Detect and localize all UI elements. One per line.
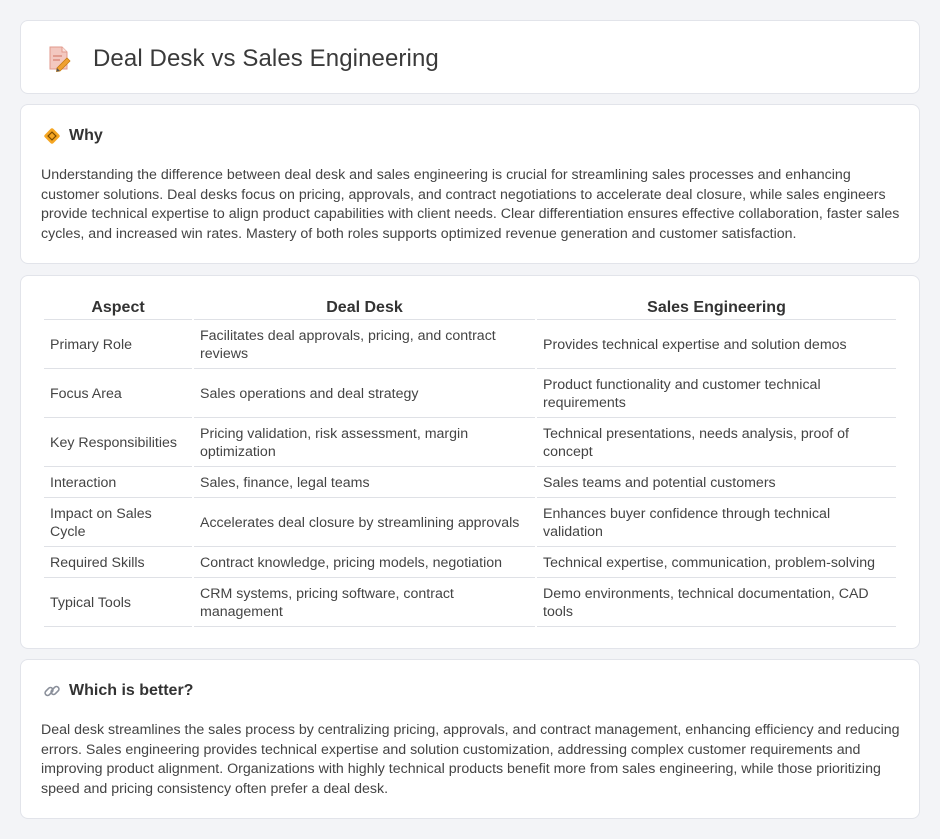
comparison-table (42, 296, 898, 629)
page-title: Deal Desk vs Sales Engineering (93, 45, 439, 72)
title-row (47, 45, 439, 73)
column-header-deal-desk: Deal Desk (194, 298, 535, 320)
diamond-sign-icon (43, 127, 61, 145)
deal-desk-cell: Sales operations and deal strategy (194, 371, 535, 418)
deal-desk-cell: Accelerates deal closure by streamlining approvals (194, 500, 535, 547)
table-row (44, 322, 896, 369)
better-header (43, 682, 193, 700)
table-row (44, 500, 896, 547)
column-header-sales-engineering: Sales Engineering (537, 298, 896, 320)
sales-engineering-cell: Demo environments, technical documentation, CAD tools (537, 580, 896, 627)
column-header-aspect: Aspect (44, 298, 192, 320)
aspect-cell: Focus Area (44, 371, 192, 418)
aspect-cell: Primary Role (44, 322, 192, 369)
why-text: Understanding the difference between deal desk and sales engineering is crucial for streamlining sales processes and enhancing customer solutions. Deal desks focus on pricing, approvals, and contract negotiations to accelerate deal closure, while sales engineers provide technical expertise to align product capabilities with client needs. Clear differentiation ensures effective collaboration, faster sales cycles, and increased win rates. Mastery of both roles supports optimized revenue generation and customer satisfaction. (41, 167, 900, 242)
table-row (44, 549, 896, 578)
table-row (44, 371, 896, 418)
aspect-cell: Typical Tools (44, 580, 192, 627)
deal-desk-cell: Pricing validation, risk assessment, margin optimization (194, 420, 535, 467)
deal-desk-cell: CRM systems, pricing software, contract management (194, 580, 535, 627)
table-row (44, 580, 896, 627)
title-card (20, 20, 920, 94)
link-icon (43, 682, 61, 700)
sales-engineering-cell: Provides technical expertise and solution demos (537, 322, 896, 369)
sales-engineering-cell: Sales teams and potential customers (537, 469, 896, 498)
table-row (44, 469, 896, 498)
why-section (20, 104, 920, 264)
sales-engineering-cell: Product functionality and customer technical requirements (537, 371, 896, 418)
document-pencil-icon (47, 46, 71, 72)
which-is-better-section (20, 659, 920, 819)
sales-engineering-cell: Enhances buyer confidence through technical validation (537, 500, 896, 547)
aspect-cell: Impact on Sales Cycle (44, 500, 192, 547)
why-title: Why (69, 127, 103, 144)
deal-desk-cell: Contract knowledge, pricing models, negotiation (194, 549, 535, 578)
table-row (44, 420, 896, 467)
better-title: Which is better? (69, 682, 194, 699)
why-header (43, 127, 103, 145)
sales-engineering-cell: Technical presentations, needs analysis, proof of concept (537, 420, 896, 467)
better-text: Deal desk streamlines the sales process by centralizing pricing, approvals, and contract management, enhancing efficiency and reducing errors. Sales engineering provides technical expertise and solution customization, addressing complex customer requirements and improving product alignment. Organizations with highly technical products benefit more from sales engineering, while those prioritizing speed and pricing consistency often prefer a deal desk. (41, 722, 900, 797)
deal-desk-cell: Facilitates deal approvals, pricing, and contract reviews (194, 322, 535, 369)
comparison-table-card (20, 275, 920, 649)
aspect-cell: Required Skills (44, 549, 192, 578)
aspect-cell: Interaction (44, 469, 192, 498)
deal-desk-cell: Sales, finance, legal teams (194, 469, 535, 498)
sales-engineering-cell: Technical expertise, communication, problem-solving (537, 549, 896, 578)
table-header-row (44, 298, 896, 320)
aspect-cell: Key Responsibilities (44, 420, 192, 467)
